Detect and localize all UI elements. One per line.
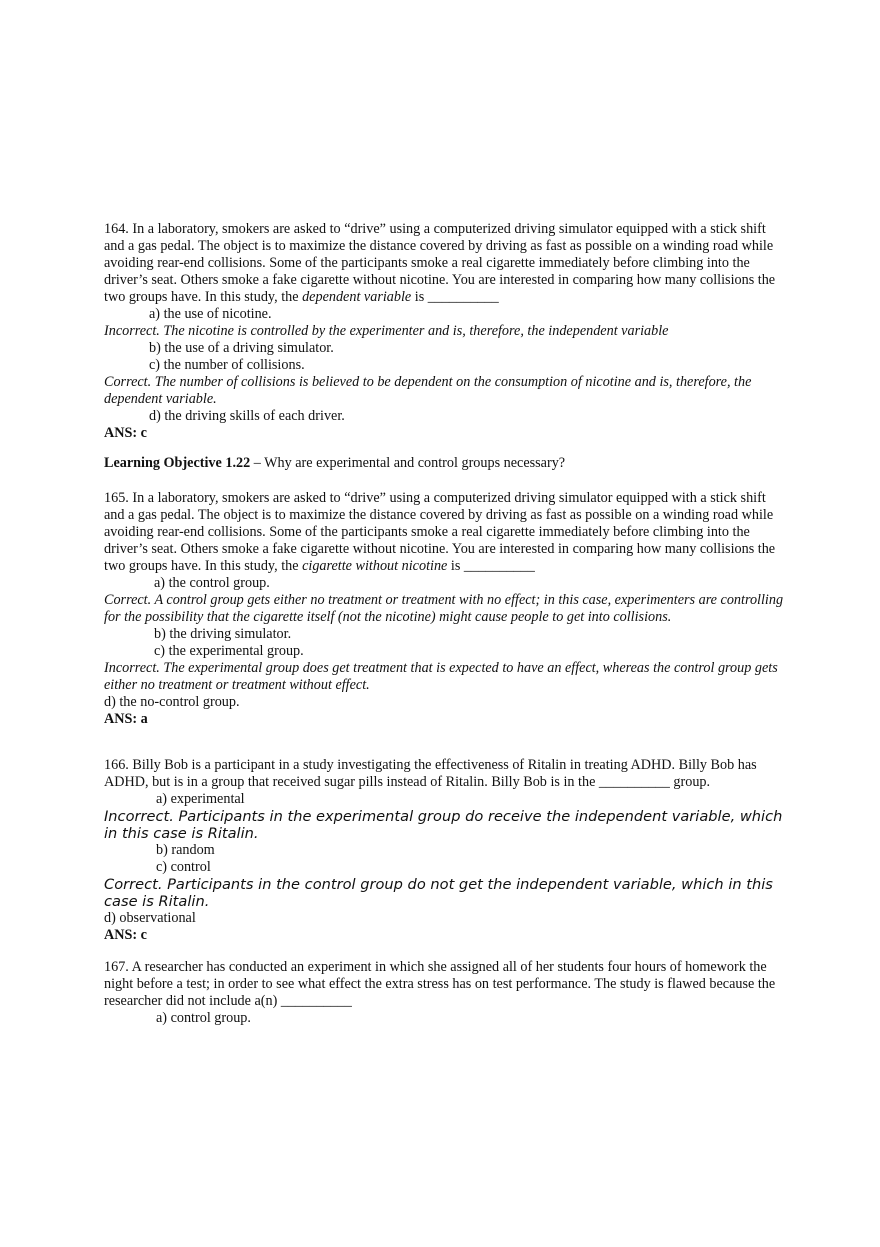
question-165-option-b: b) the driving simulator. — [154, 626, 292, 642]
question-167 — [104, 959, 784, 1027]
question-166-feedback-a: Incorrect. Participants in the experimental group do receive the independent variable, which in this case is Ritalin. — [104, 808, 783, 842]
learning-objective — [104, 455, 784, 472]
question-165-feedback-c: Incorrect. The experimental group does get treatment that is expected to have an effect, whereas the control group gets either no treatment or treatment without effect. — [104, 660, 778, 693]
question-165-option-a: a) the control group. — [154, 575, 270, 591]
question-165-answer: ANS: a — [104, 711, 148, 727]
question-165-option-c: c) the experimental group. — [154, 643, 304, 659]
question-167-option-a: a) control group. — [156, 1010, 251, 1026]
dependent-variable-term: dependent variable — [302, 289, 412, 305]
question-166-stem: 166. Billy Bob is a participant in a study investigating the effectiveness of Ritalin in treating ADHD. Billy Bob has ADHD, but is in a group that received sugar pills instead of Ritalin. Billy Bob is in the __________ group. — [104, 757, 757, 790]
question-165-stem: 165. In a laboratory, smokers are asked to “drive” using a computerized driving simulator equipped with a stick shift and a gas pedal. The object is to maximize the distance covered by driving as fast as possible on a winding road while avoiding rear-end collisions. Some of the participants smoke a real cigarette immediately before climbing into the driver’s seat. Others smoke a fake cigarette without nicotine. You are interested in comparing how many collisions the two groups have. In this study, the cigarette without nicotine is __________ — [104, 490, 776, 574]
question-164-feedback-c: Correct. The number of collisions is believed to be dependent on the consumption of nicotine and is, therefore, the dependent variable. — [104, 374, 752, 407]
learning-objective-text: – Why are experimental and control groups necessary? — [250, 455, 566, 471]
question-164-option-d: d) the driving skills of each driver. — [149, 408, 345, 424]
question-166-option-b: b) random — [156, 842, 215, 858]
learning-objective-title: Learning Objective 1.22 — [104, 455, 251, 471]
question-164-feedback-a: Incorrect. The nicotine is controlled by the experimenter and is, therefore, the independent variable — [104, 323, 669, 339]
question-166 — [104, 757, 784, 944]
question-164-option-c: c) the number of collisions. — [149, 357, 305, 373]
question-166-option-a: a) experimental — [156, 791, 245, 807]
question-167-stem: 167. A researcher has conducted an experiment in which she assigned all of her students four hours of homework the night before a test; in order to see what effect the extra stress has on test performance. The study is flawed because the researcher did not include a(n) __________ — [104, 959, 776, 1009]
question-165 — [104, 490, 784, 728]
question-164-stem: 164. In a laboratory, smokers are asked to “drive” using a computerized driving simulator equipped with a stick shift and a gas pedal. The object is to maximize the distance covered by driving as fast as possible on a winding road while avoiding rear-end collisions. Some of the participants smoke a real cigarette immediately before climbing into the driver’s seat. Others smoke a fake cigarette without nicotine. You are interested in comparing how many collisions the two groups have. In this study, the dependent variable is __________ — [104, 221, 776, 305]
question-166-feedback-c: Correct. Participants in the control group do not get the independent variable, which in this case is Ritalin. — [104, 876, 773, 910]
cigarette-without-nicotine-term: cigarette without nicotine — [302, 558, 448, 574]
question-166-option-d: d) observational — [104, 910, 196, 926]
question-164-answer: ANS: c — [104, 425, 147, 441]
question-166-option-c: c) control — [156, 859, 211, 875]
question-165-option-d: d) the no-control group. — [104, 694, 240, 710]
question-164 — [104, 221, 784, 442]
question-164-option-a: a) the use of nicotine. — [149, 306, 272, 322]
question-166-answer: ANS: c — [104, 927, 147, 943]
question-165-feedback-a: Correct. A control group gets either no treatment or treatment with no effect; in this case, experimenters are controlling for the possibility that the cigarette itself (not the nicotine) might cause people to get into collisions. — [104, 592, 784, 625]
question-164-option-b: b) the use of a driving simulator. — [149, 340, 334, 356]
